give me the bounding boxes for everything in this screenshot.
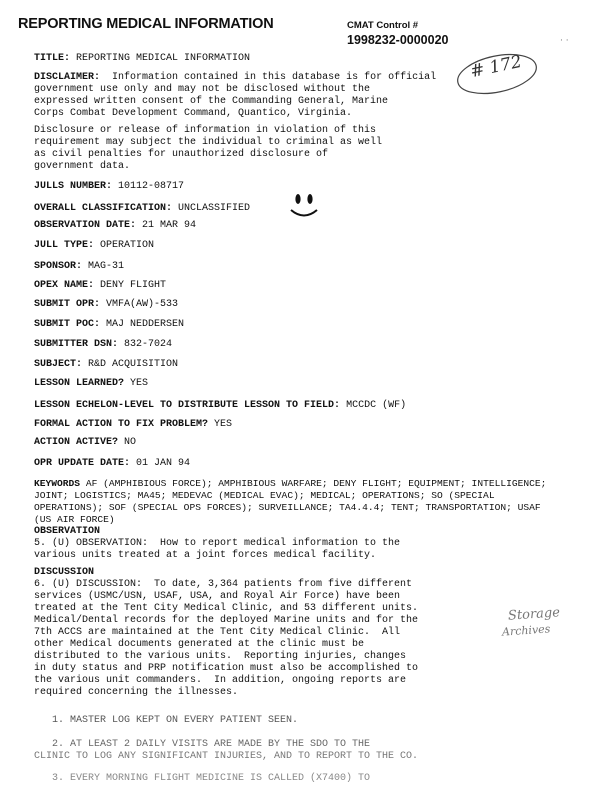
submit-poc-value: MAJ NEDDERSEN [106,319,185,330]
list-item: 3. EVERY MORNING FLIGHT MEDICINE IS CALLED (X7400) TO [52,773,371,784]
disclaimer-label: DISCLAIMER: [34,72,101,83]
disclosure-line-4: government data. [34,161,131,172]
submitter-dsn-label: SUBMITTER DSN: [34,339,119,350]
keywords-label: KEYWORDS [34,478,81,489]
discussion-line-4: Medical/Dental records for the deployed Marine units and for the [34,615,419,626]
disclaimer-line-3: expressed written consent of the Commanding General, Marine [34,96,389,107]
subject-label: SUBJECT: [34,359,83,370]
classification-row [34,203,250,215]
disclosure-line-3: as civil penalties for unauthorized disclosure of [34,149,329,160]
discussion-line-2: services (USMC/USN, USAF, USA, and Royal Air Force) have been [34,591,401,602]
julls-number-value: 10112-08717 [118,181,185,192]
disclosure-block [34,125,382,173]
opr-update-date-row [34,458,190,470]
disclaimer-line-4: Corps Combat Development Command, Quantico, Virginia. [34,108,353,119]
opex-name-value: DENY FLIGHT [100,280,167,291]
margin-note-storage: Storage [507,605,561,624]
submit-opr-label: SUBMIT OPR: [34,299,101,310]
disclaimer-line-1: Information contained in this database is for official [112,72,437,83]
subject-value: R&D ACQUISITION [88,359,179,370]
list-item: 1. MASTER LOG KEPT ON EVERY PATIENT SEEN. [52,715,299,726]
disclaimer-line-2: government use only and may not be disclosed without the [34,84,371,95]
julls-number-label: JULLS NUMBER: [34,181,113,192]
observation-heading: OBSERVATION [34,526,101,537]
handwritten-circle-icon [452,50,542,98]
opr-update-date-value: 01 JAN 94 [136,458,191,469]
discussion-line-7: distributed to the various units. Reporting injuries, changes [34,651,407,662]
cmat-control-label: CMAT Control # [347,20,419,31]
submitter-dsn-value: 832-7024 [124,339,173,350]
keywords-line-2: JOINT; LOGISTICS; MA45; MEDEVAC (MEDICAL EVAC); MEDICAL; OPERATIONS; SO (SPECIAL [34,490,495,501]
echelon-row [34,400,406,412]
handwritten-number: # 172 [468,51,524,83]
formal-action-value: YES [214,419,233,430]
observation-line-1: 5. (U) OBSERVATION: How to report medical information to the [34,538,401,549]
opr-update-date-label: OPR UPDATE DATE: [34,458,131,469]
discussion-line-8: in duty status and PRP notification must also be accomplished to [34,663,419,674]
corner-mark: · · [560,36,569,46]
classification-value: UNCLASSIFIED [178,203,251,214]
jull-type-value: OPERATION [100,240,155,251]
keywords-line-3: OPERATIONS); SOF (SPECIAL OPS FORCES); SURVEILLANCE; TA4.4.4; TENT; TRANSPORTATION; USAF [34,502,541,513]
classification-label: OVERALL CLASSIFICATION: [34,203,173,214]
title-value: REPORTING MEDICAL INFORMATION [76,53,251,64]
submit-poc-row [34,319,184,331]
discussion-line-10: required concerning the illnesses. [34,687,239,698]
action-active-label: ACTION ACTIVE? [34,437,119,448]
action-active-value: NO [124,437,137,448]
disclosure-line-1: Disclosure or release of information in violation of this [34,125,377,136]
jull-type-label: JULL TYPE: [34,240,95,251]
keywords-block [34,478,546,526]
keywords-line-4: (US AIR FORCE) [34,514,115,525]
opex-name-row [34,280,166,292]
discussion-line-9: the various unit commanders. In addition, ongoing reports are [34,675,407,686]
echelon-value: MCCDC (WF) [346,400,407,411]
lesson-learned-label: LESSON LEARNED? [34,378,125,389]
sponsor-row [34,261,124,273]
lesson-learned-value: YES [130,378,149,389]
submit-opr-value: VMFA(AW)-533 [106,299,179,310]
echelon-label: LESSON ECHELON-LEVEL TO DISTRIBUTE LESSON TO FIELD: [34,400,341,411]
discussion-line-3: treated at the Tent City Medical Clinic, and 53 different units. [34,603,419,614]
action-active-row [34,437,136,449]
formal-action-row [34,419,232,431]
submit-opr-row [34,299,178,311]
observation-line-2: various units treated at a joint forces medical facility. [34,550,377,561]
sponsor-label: SPONSOR: [34,261,83,272]
lesson-learned-row [34,378,148,390]
sponsor-value: MAG-31 [88,261,125,272]
discussion-line-5: 7th ACCS are maintained at the Tent City Medical Clinic. All [34,627,401,638]
submitter-dsn-row [34,339,172,351]
smiley-face-icon [286,190,326,226]
observation-date-row [34,220,196,232]
observation-date-label: OBSERVATION DATE: [34,220,137,231]
title-line [34,53,250,65]
observation-block [34,538,400,562]
list-item: 2. AT LEAST 2 DAILY VISITS ARE MADE BY THE SDO TO THE [52,739,371,750]
subject-row [34,359,178,371]
cmat-control-number: 1998232-0000020 [347,33,449,47]
discussion-line-6: other Medical documents generated at the clinic must be [34,639,365,650]
submit-poc-label: SUBMIT POC: [34,319,101,330]
disclaimer-block [34,72,436,120]
formal-action-label: FORMAL ACTION TO FIX PROBLEM? [34,419,209,430]
page-title: REPORTING MEDICAL INFORMATION [18,16,274,32]
discussion-block [34,579,418,699]
discussion-heading: DISCUSSION [34,567,95,578]
disclosure-line-2: requirement may subject the individual to criminal as well [34,137,383,148]
list-item: CLINIC TO LOG ANY SIGNIFICANT INJURIES, AND TO REPORT TO THE CO. [34,751,419,762]
margin-note-archives: Archives [501,622,551,639]
jull-type-row [34,240,154,252]
observation-date-value: 21 MAR 94 [142,220,197,231]
julls-number-row [34,181,184,193]
keywords-line-1: AF (AMPHIBIOUS FORCE); AMPHIBIOUS WARFARE; DENY FLIGHT; EQUIPMENT; INTELLIGENCE; [85,478,547,489]
opex-name-label: OPEX NAME: [34,280,95,291]
discussion-line-1: 6. (U) DISCUSSION: To date, 3,364 patients from five different [34,579,413,590]
title-label: TITLE: [34,53,71,64]
